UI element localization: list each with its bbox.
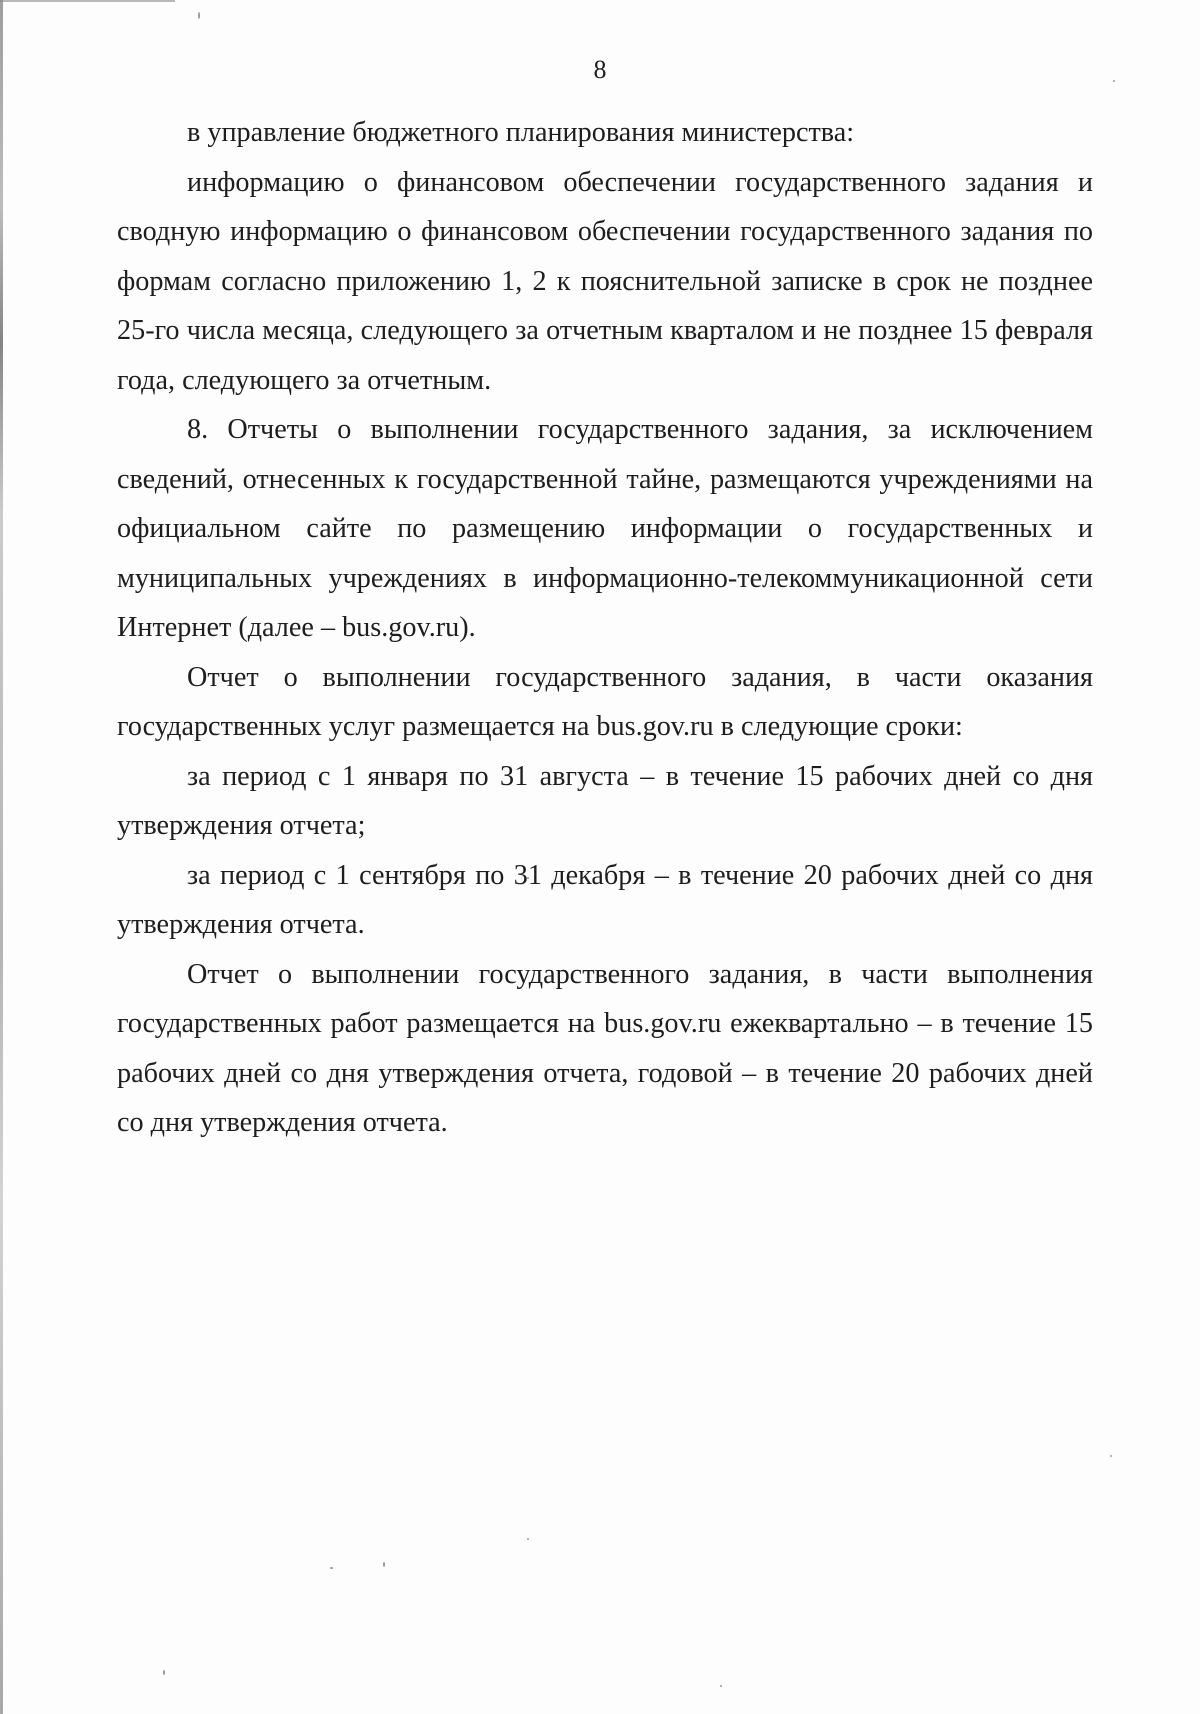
- scan-speck: [527, 1538, 529, 1540]
- paragraph-works-report: Отчет о выполнении государственного задания, в части выполнения государственных работ размещается на bus.gov.ru ежеквартально – в течение 15 рабочих дней со дня утверждения отчета, годовой – в течение 20 рабочих дней со дня утверждения отчета.: [117, 958, 1093, 1138]
- scan-edge-top: [0, 0, 175, 2]
- scan-speck: [330, 1567, 333, 1569]
- scan-speck: [720, 1685, 722, 1687]
- page-number: 8: [593, 55, 607, 84]
- paragraph-period-sep-dec: за период с 1 сентября по 31 декабря – в течение 20 рабочих дней со дня утверждения отчета.: [117, 859, 1093, 940]
- document-body: [117, 108, 1093, 1148]
- paragraph-recipient: в управление бюджетного планирования министерства:: [187, 117, 855, 148]
- paragraph-period-jan-aug: за период с 1 января по 31 августа – в течение 15 рабочих дней со дня утверждения отчета;: [117, 760, 1093, 841]
- scan-speck: [1110, 1455, 1112, 1457]
- paragraph-reports-placement: 8. Отчеты о выполнении государственного задания, за исключением сведений, отнесенных к государственной тайне, размещаются учреждениями на официальном сайте по размещению информации о государственных и муниципальных учреждениях в информационно-телекоммуникационной сети Интернет (далее – bus.gov.ru).: [117, 414, 1093, 643]
- paragraph-financial-info: информацию о финансовом обеспечении государственного задания и сводную информацию о финансовом обеспечении государственного задания по формам согласно приложению 1, 2 к пояснительной записке в срок не позднее 25-го числа месяца, следующего за отчетным кварталом и не позднее 15 февраля года, следующего за отчетным.: [117, 166, 1093, 396]
- scan-edge-left: [0, 0, 3, 1714]
- scan-speck: [163, 1670, 165, 1675]
- paragraph-services-report: Отчет о выполнении государственного задания, в части оказания государственных услуг размещается на bus.gov.ru в следующие сроки:: [117, 661, 1093, 742]
- scan-speck: [198, 12, 200, 19]
- scan-speck: [383, 1562, 385, 1567]
